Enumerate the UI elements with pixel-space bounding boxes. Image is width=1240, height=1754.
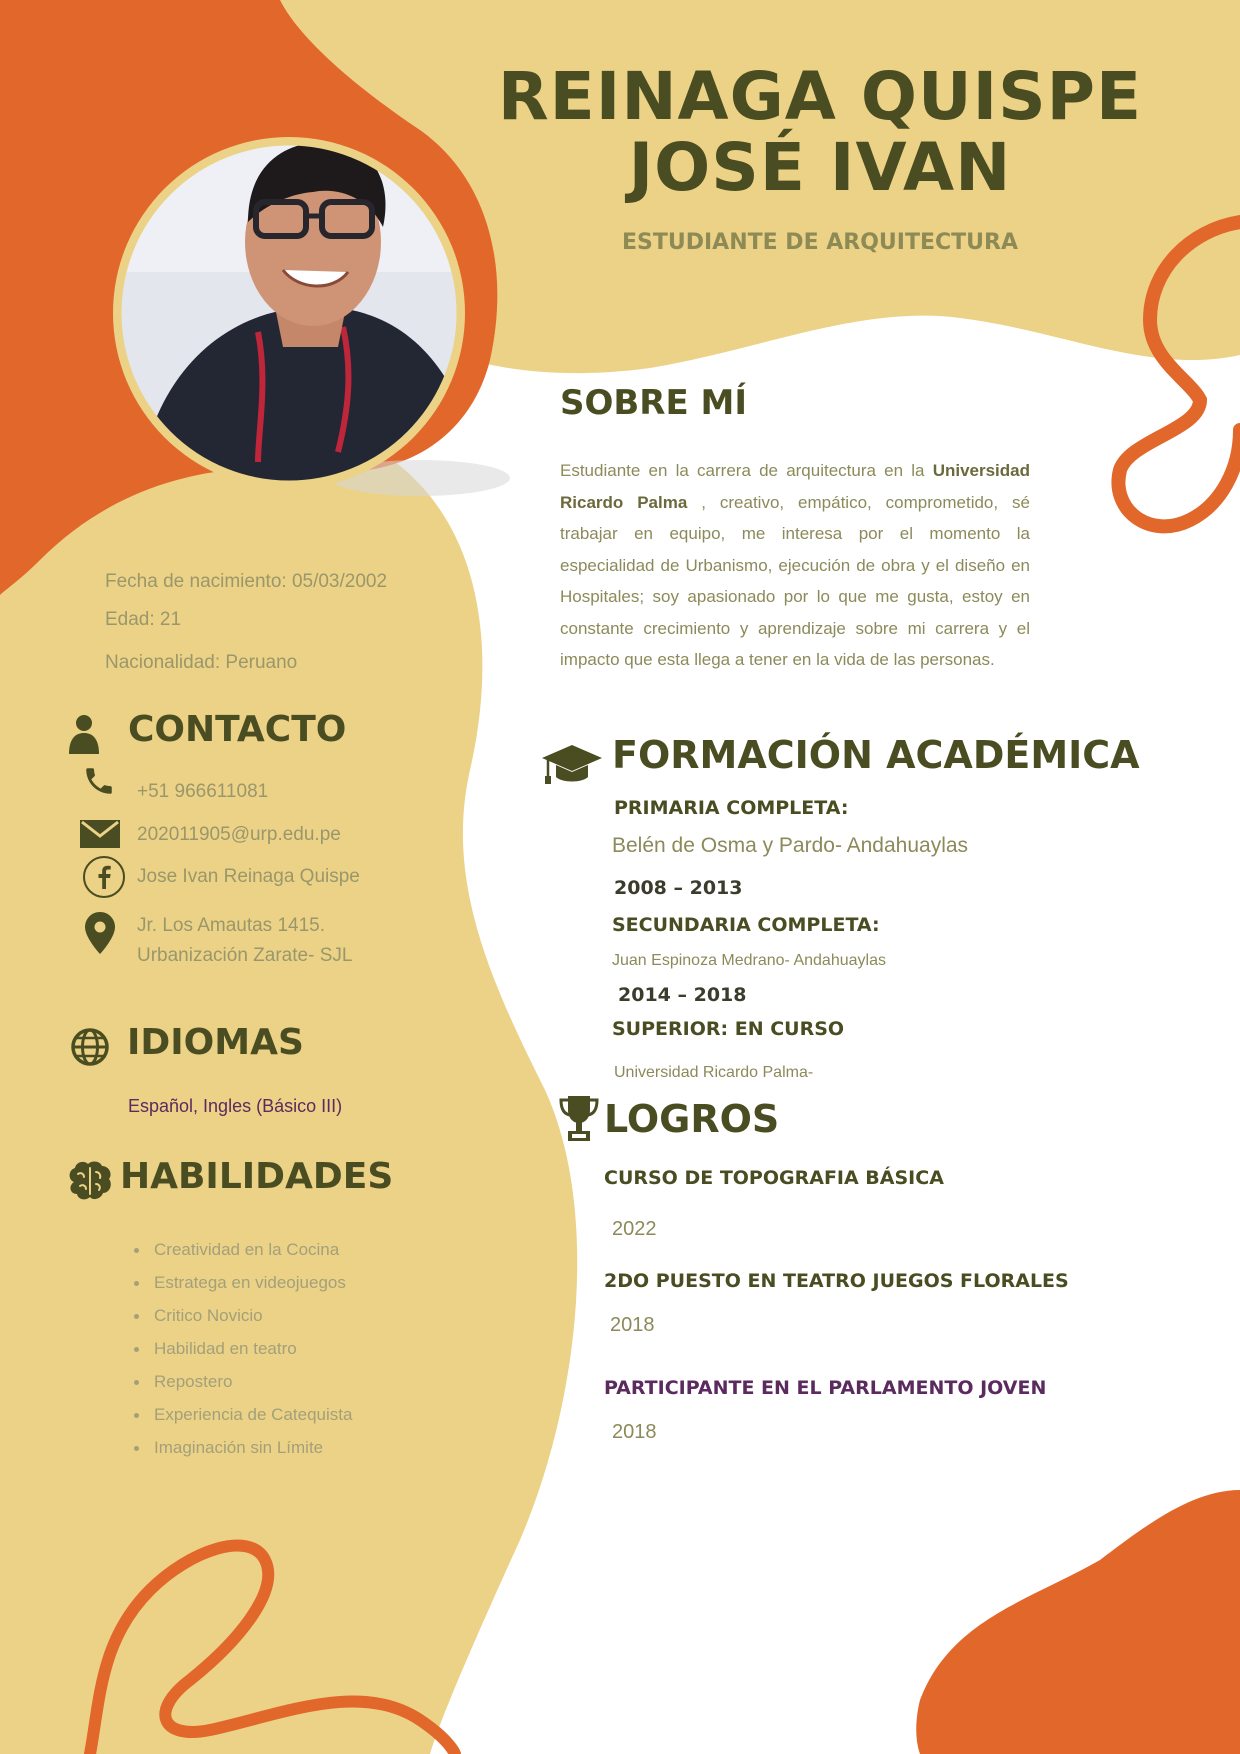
birth-date: Fecha de nacimiento: 05/03/2002 xyxy=(105,571,388,592)
email-link[interactable]: 202011905@urp.edu.pe xyxy=(137,824,341,845)
about-text xyxy=(560,455,1030,676)
skills-title: HABILIDADES xyxy=(120,1156,394,1197)
address-line-2: Urbanización Zarate- SJL xyxy=(137,945,353,966)
skill-item: Creatividad en la Cocina xyxy=(128,1233,352,1266)
skill-item: Repostero xyxy=(128,1365,352,1398)
name-line-2: JOSÉ IVAN xyxy=(628,128,1012,206)
mail-icon xyxy=(80,820,120,848)
primary-title: PRIMARIA COMPLETA: xyxy=(614,797,849,819)
job-subtitle: ESTUDIANTE DE ARQUITECTURA xyxy=(621,230,1018,255)
achievement-title-2: 2DO PUESTO EN TEATRO JUEGOS FLORALES xyxy=(604,1270,1069,1292)
achievement-title-3: PARTICIPANTE EN EL PARLAMENTO JOVEN xyxy=(604,1377,1047,1399)
phone-number[interactable]: +51 966611081 xyxy=(137,781,269,802)
facebook-profile-link[interactable]: Jose Ivan Reinaga Quispe xyxy=(137,866,360,887)
skills-list xyxy=(128,1233,352,1464)
achievement-year-1: 2022 xyxy=(612,1218,657,1240)
languages-title: IDIOMAS xyxy=(127,1022,304,1063)
nationality: Nacionalidad: Peruano xyxy=(105,652,298,673)
languages-text: Español, Ingles (Básico III) xyxy=(128,1096,343,1116)
higher-school: Universidad Ricardo Palma- xyxy=(614,1064,814,1081)
phone-icon xyxy=(82,764,116,798)
contact-title: CONTACTO xyxy=(128,709,347,750)
age: Edad: 21 xyxy=(105,609,182,630)
secondary-title: SECUNDARIA COMPLETA: xyxy=(612,914,880,936)
achievement-year-3: 2018 xyxy=(612,1421,657,1443)
address xyxy=(137,911,352,971)
education-title: FORMACIÓN ACADÉMICA xyxy=(612,733,1140,777)
achievements-title: LOGROS xyxy=(604,1097,780,1141)
skill-item: Imaginación sin Límite xyxy=(128,1431,352,1464)
about-text-end: , creativo, empático, comprometido, sé trabajar en equipo, me interesa por el momento la especialidad de Urbanismo, ejecución de obra y el diseño en Hospitales; soy apasionado por lo que me gusta, estoy en constante crecimiento y aprendizaje sobre mi carrera y el impacto que esta llega a tener en la vida de las personas. xyxy=(560,492,1030,669)
secondary-school: Juan Espinoza Medrano- Andahuaylas xyxy=(612,952,886,969)
person-icon xyxy=(66,714,102,754)
skill-item: Critico Novicio xyxy=(128,1299,352,1332)
graduation-cap-icon xyxy=(540,743,604,787)
skill-item: Habilidad en teatro xyxy=(128,1332,352,1365)
higher-title: SUPERIOR: EN CURSO xyxy=(612,1018,845,1040)
location-pin-icon xyxy=(85,912,115,954)
trophy-icon xyxy=(558,1094,600,1144)
achievement-title-1: CURSO DE TOPOGRAFIA BÁSICA xyxy=(604,1167,944,1189)
address-line-1: Jr. Los Amautas 1415. xyxy=(137,915,326,936)
globe-icon xyxy=(70,1027,110,1067)
name-heading xyxy=(480,58,1160,206)
about-text-university: Universidad Ricardo Palma xyxy=(560,461,1030,512)
skill-item: Experiencia de Catequista xyxy=(128,1398,352,1431)
name-line-1: REINAGA QUISPE xyxy=(497,58,1143,135)
achievement-year-2: 2018 xyxy=(610,1314,655,1336)
facebook-icon[interactable] xyxy=(82,855,126,899)
left-cream-blob xyxy=(0,423,577,1754)
about-title: SOBRE MÍ xyxy=(560,383,748,423)
profile-photo xyxy=(108,132,470,494)
primary-years: 2008 – 2013 xyxy=(614,877,743,899)
orange-blob-bottom-right xyxy=(916,1490,1240,1754)
primary-school: Belén de Osma y Pardo- Andahuaylas xyxy=(612,834,969,857)
secondary-years: 2014 – 2018 xyxy=(618,984,747,1006)
skill-item: Estratega en videojuegos xyxy=(128,1266,352,1299)
about-text-start: Estudiante en la carrera de arquitectura en la xyxy=(560,461,933,480)
brain-icon xyxy=(66,1160,114,1202)
